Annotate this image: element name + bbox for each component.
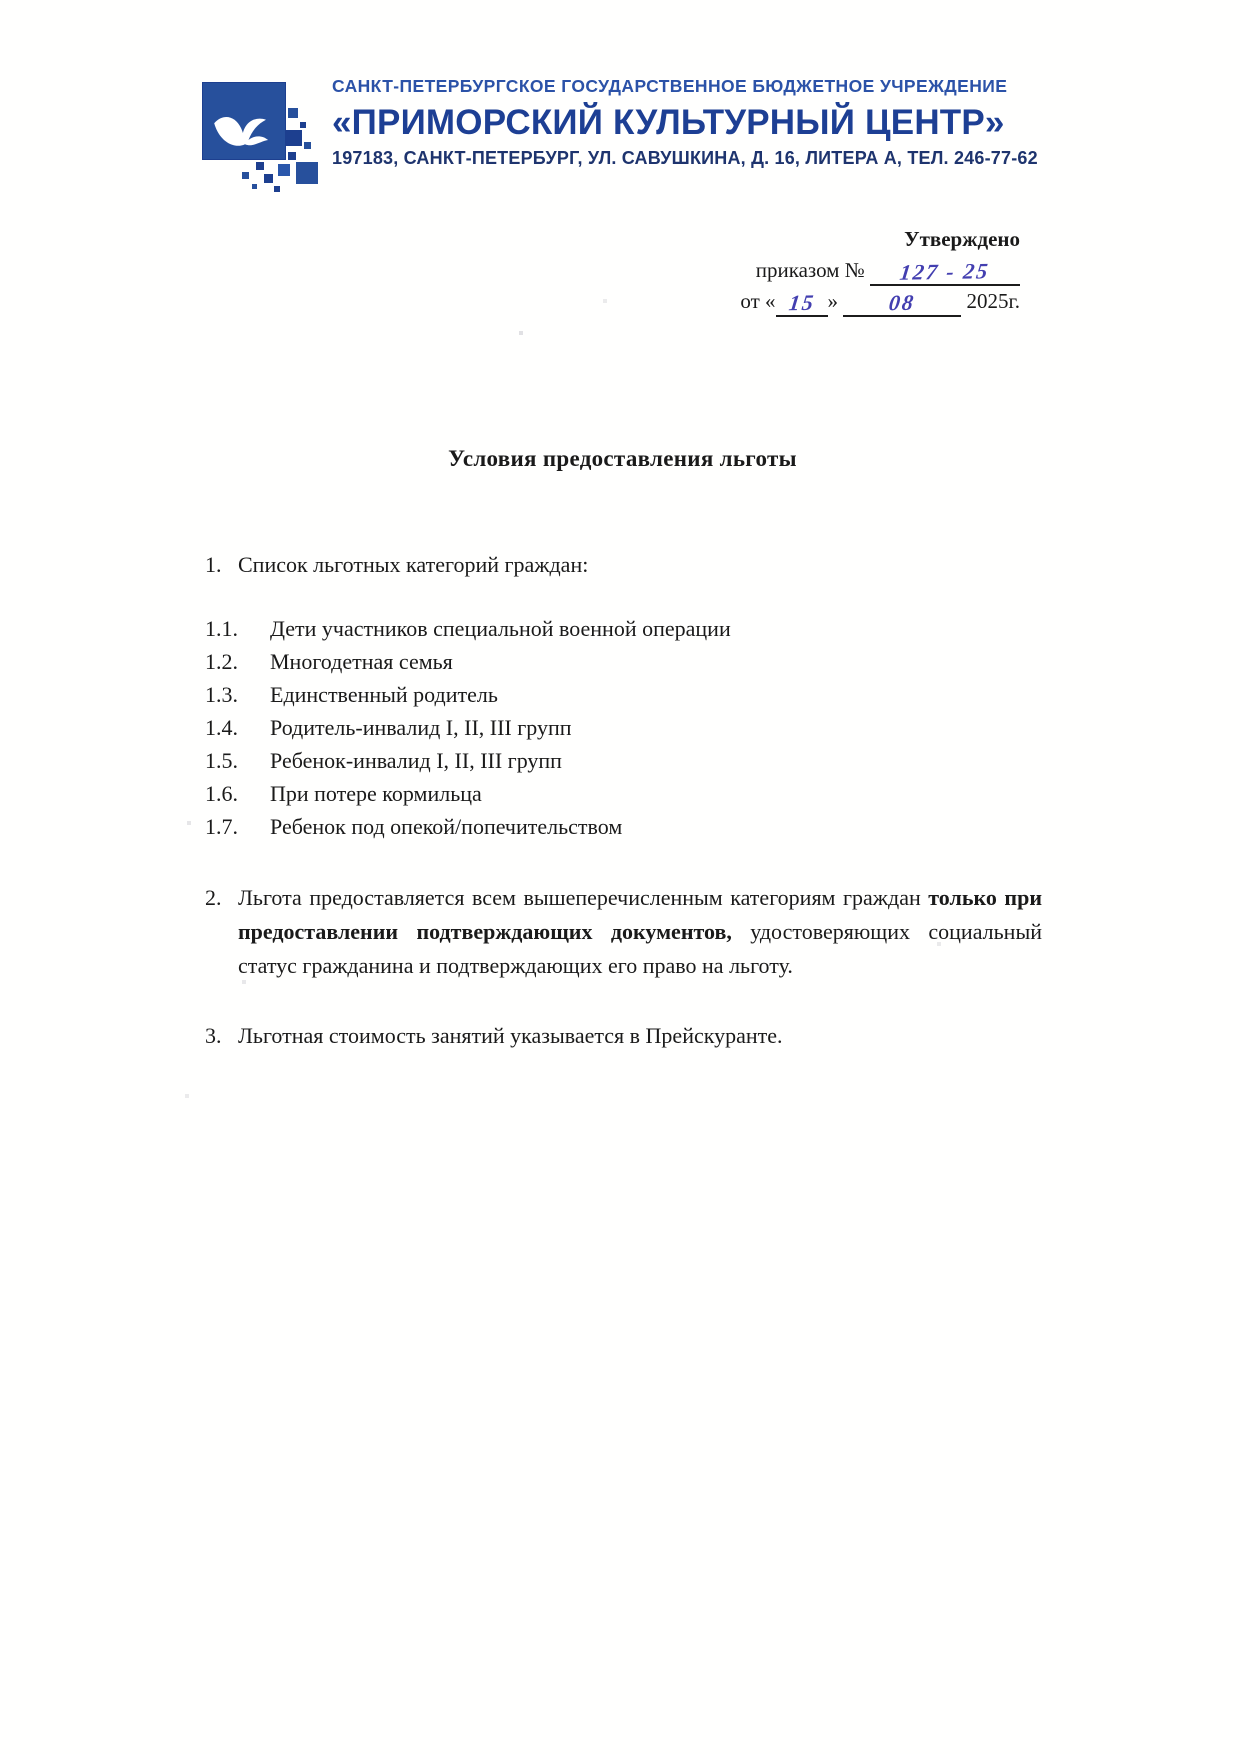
paragraph-2-number: 2.	[205, 885, 222, 910]
paragraph-2-text-after: удостоверяющих социальный статус гражданина и подтверждающих его право на льготу.	[238, 919, 1042, 978]
quote-close: »	[827, 289, 838, 313]
list-item-number: 1.4.	[205, 715, 238, 740]
list-item	[205, 612, 1042, 645]
list-item-number: 1.2.	[205, 649, 238, 674]
date-from-label: от	[740, 289, 760, 313]
paragraph-2	[205, 881, 1042, 983]
org-name-line: «ПРИМОРСКИЙ КУЛЬТУРНЫЙ ЦЕНТР»	[332, 103, 1005, 142]
paragraph-3	[205, 1019, 1042, 1053]
list-item	[205, 810, 1042, 843]
date-day-blank	[776, 291, 828, 317]
logo-pixel	[300, 122, 306, 128]
list-item-text: Многодетная семья	[270, 649, 453, 674]
logo-pixel	[286, 130, 302, 146]
approved-label: Утверждено	[904, 227, 1020, 251]
document-body	[205, 548, 1042, 1053]
list-heading-number: 1.	[205, 552, 222, 577]
list-item	[205, 645, 1042, 678]
quote-open: «	[765, 289, 776, 313]
list-item-number: 1.7.	[205, 814, 238, 839]
org-type-line: САНКТ-ПЕТЕРБУРГСКОЕ ГОСУДАРСТВЕННОЕ БЮДЖЕТНОЕ УЧРЕЖДЕНИЕ	[332, 76, 1008, 96]
list-item-text: При потере кормильца	[270, 781, 482, 806]
list-item	[205, 777, 1042, 810]
logo-pixel	[278, 164, 290, 176]
list-item-text: Ребенок-инвалид I, II, III групп	[270, 748, 562, 773]
list-item	[205, 744, 1042, 777]
logo-pixel	[288, 152, 296, 160]
list-item-text: Дети участников специальной военной операции	[270, 616, 731, 641]
order-number-handwritten: 127 - 25	[898, 258, 992, 285]
scan-speckles	[0, 0, 2, 2]
logo-pixel	[252, 184, 257, 189]
list-item-number: 1.3.	[205, 682, 238, 707]
logo-pixel	[264, 174, 273, 183]
org-address-line: 197183, САНКТ-ПЕТЕРБУРГ, УЛ. САВУШКИНА, Д. 16, ЛИТЕРА А, ТЕЛ. 246-77-62	[332, 148, 1038, 168]
bird-icon	[202, 82, 286, 160]
logo-pixel	[274, 186, 280, 192]
date-day-handwritten: 15	[786, 289, 817, 316]
bird-icon-glyph	[210, 110, 280, 156]
list-item-text: Ребенок под опекой/попечительством	[270, 814, 623, 839]
date-line	[740, 286, 1020, 317]
logo-pixel	[288, 108, 298, 118]
list-item-number: 1.5.	[205, 748, 238, 773]
org-text-block	[322, 72, 1038, 196]
order-number-blank	[870, 260, 1020, 286]
list-item-number: 1.1.	[205, 616, 238, 641]
list-item	[205, 678, 1042, 711]
approval-block	[740, 224, 1020, 317]
date-month-handwritten: 08	[887, 289, 917, 316]
order-prefix: приказом №	[755, 258, 865, 282]
list-heading-text: Список льготных категорий граждан:	[238, 552, 589, 577]
logo-pixel	[296, 162, 318, 184]
page-title: Условия предоставления льготы	[448, 446, 797, 471]
date-year-label: 2025г.	[966, 289, 1020, 313]
logo-pixel	[242, 172, 249, 179]
paragraph-2-text-before: Льгота предоставляется всем вышеперечисленным категориям граждан	[238, 885, 929, 910]
logo-pixel	[304, 142, 311, 149]
letterhead	[190, 72, 1038, 196]
paragraph-3-text: Льготная стоимость занятий указывается в Прейскуранте.	[238, 1023, 783, 1048]
logo-pixel	[256, 162, 264, 170]
list-item	[205, 711, 1042, 744]
list-item-number: 1.6.	[205, 781, 238, 806]
org-logo	[190, 72, 322, 196]
list-heading	[205, 548, 1042, 581]
paragraph-2-text-bold: только при предоставлении подтверждающих документов,	[238, 885, 1042, 944]
list-item-text: Единственный родитель	[270, 682, 498, 707]
list-item-text: Родитель-инвалид I, II, III групп	[270, 715, 572, 740]
date-month-blank	[843, 291, 961, 317]
paragraph-3-number: 3.	[205, 1023, 222, 1048]
order-line	[740, 255, 1020, 286]
